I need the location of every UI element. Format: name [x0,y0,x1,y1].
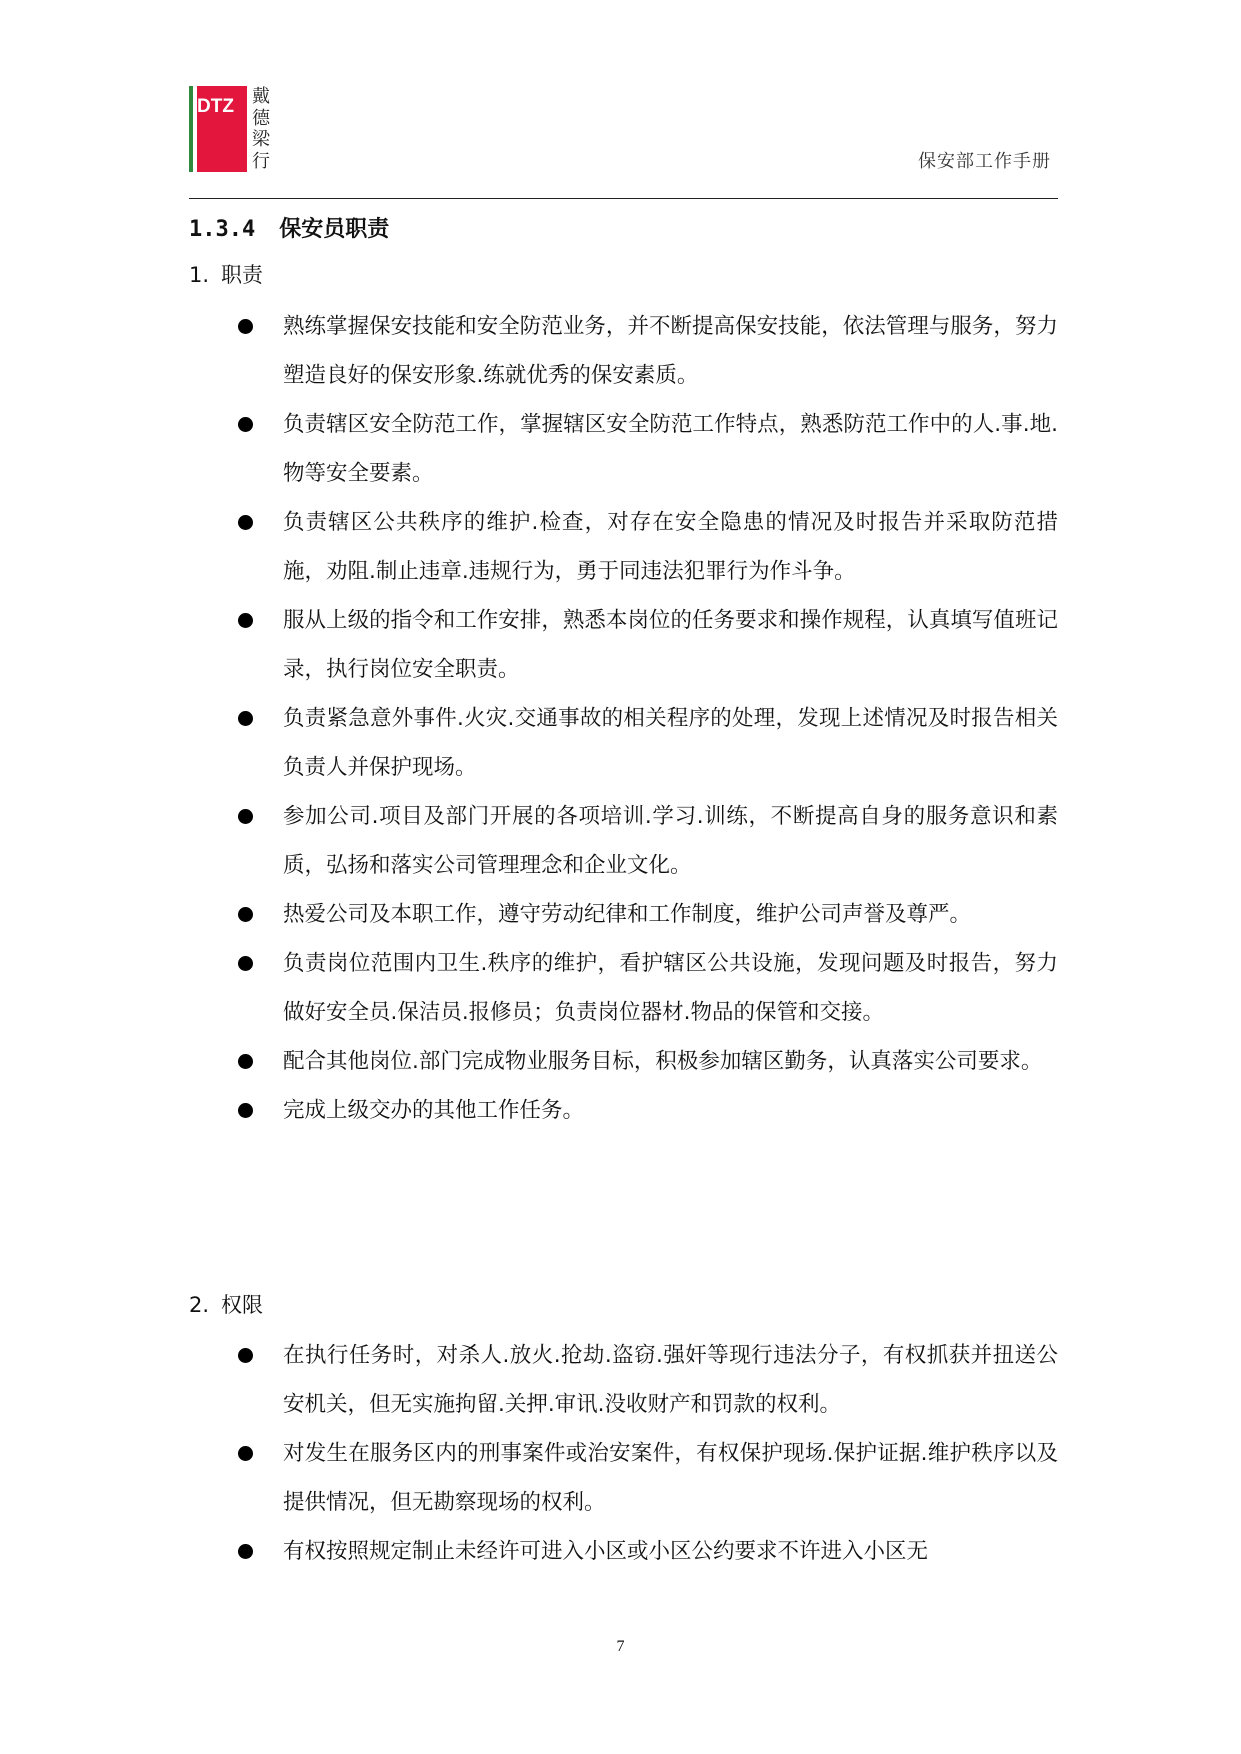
bullet-icon [238,319,253,334]
list-item-text: 完成上级交办的其他工作任务。 [283,1098,585,1123]
duties-list [238,302,1058,1135]
list-item-text: 熟练掌握保安技能和安全防范业务，并不断提高保安技能，依法管理与服务，努力塑造良好的保安形象.练就优秀的保安素质。 [283,314,1058,388]
bullet-icon [238,956,253,971]
list-item [238,596,1058,694]
bullet-icon [238,711,253,726]
list-item [238,302,1058,400]
list-item-text: 热爱公司及本职工作，遵守劳动纪律和工作制度，维护公司声誉及尊严。 [283,902,972,927]
list-item-text: 参加公司.项目及部门开展的各项培训.学习.训练，不断提高自身的服务意识和素质，弘扬和落实公司管理理念和企业文化。 [283,804,1058,878]
subheading-number: 2. [189,1293,210,1317]
list-item [238,1429,1058,1527]
list-item-text: 负责岗位范围内卫生.秩序的维护，看护辖区公共设施，发现问题及时报告，努力做好安全员.保洁员.报修员；负责岗位器材.物品的保管和交接。 [283,951,1058,1025]
list-item-text: 负责辖区安全防范工作，掌握辖区安全防范工作特点，熟悉防范工作中的人.事.地.物等安全要素。 [283,412,1058,486]
header-divider [189,198,1058,199]
list-item [238,1331,1058,1429]
logo-chinese-text: 戴德梁行 [252,86,270,172]
list-item-text: 负责紧急意外事件.火灾.交通事故的相关程序的处理，发现上述情况及时报告相关负责人并保护现场。 [283,706,1058,780]
bullet-icon [238,515,253,530]
subheading-number: 1. [189,263,210,287]
list-item-text: 有权按照规定制止未经许可进入小区或小区公约要求不许进入小区无 [283,1539,929,1564]
section-number: 1.3.4 [189,217,256,242]
bullet-icon [238,1103,253,1118]
company-logo [189,86,277,172]
bullet-icon [238,1348,253,1363]
bullet-icon [238,809,253,824]
subheading-authority [189,1289,263,1319]
list-item [238,1527,1058,1576]
header-title: 保安部工作手册 [918,151,1051,172]
section-title: 保安员职责 [279,217,390,242]
list-item [238,939,1058,1037]
page-number: 7 [616,1638,625,1655]
list-item [238,1086,1058,1135]
list-item [238,792,1058,890]
list-item [238,498,1058,596]
list-item-text: 对发生在服务区内的刑事案件或治安案件，有权保护现场.保护证据.维护秩序以及提供情况，但无勘察现场的权利。 [283,1441,1058,1515]
list-item [238,400,1058,498]
bullet-icon [238,1544,253,1559]
bullet-icon [238,907,253,922]
subheading-duties [189,259,263,289]
logo-mark-text: DTZ [197,96,234,117]
list-item-text: 负责辖区公共秩序的维护.检查，对存在安全隐患的情况及时报告并采取防范措施，劝阻.制止违章.违规行为，勇于同违法犯罪行为作斗争。 [283,510,1058,584]
bullet-icon [238,1054,253,1069]
bullet-icon [238,613,253,628]
section-heading [189,212,389,243]
bullet-icon [238,1446,253,1461]
list-item-text: 服从上级的指令和工作安排，熟悉本岗位的任务要求和操作规程，认真填写值班记录，执行岗位安全职责。 [283,608,1058,682]
bullet-icon [238,417,253,432]
subheading-title: 职责 [221,263,264,287]
list-item [238,694,1058,792]
list-item [238,1037,1058,1086]
list-item [238,890,1058,939]
list-item-text: 配合其他岗位.部门完成物业服务目标，积极参加辖区勤务，认真落实公司要求。 [283,1049,1043,1074]
authority-list [238,1331,1058,1576]
subheading-title: 权限 [221,1293,264,1317]
list-item-text: 在执行任务时，对杀人.放火.抢劫.盗窃.强奸等现行违法分子，有权抓获并扭送公安机关，但无实施拘留.关押.审讯.没收财产和罚款的权利。 [283,1343,1058,1417]
